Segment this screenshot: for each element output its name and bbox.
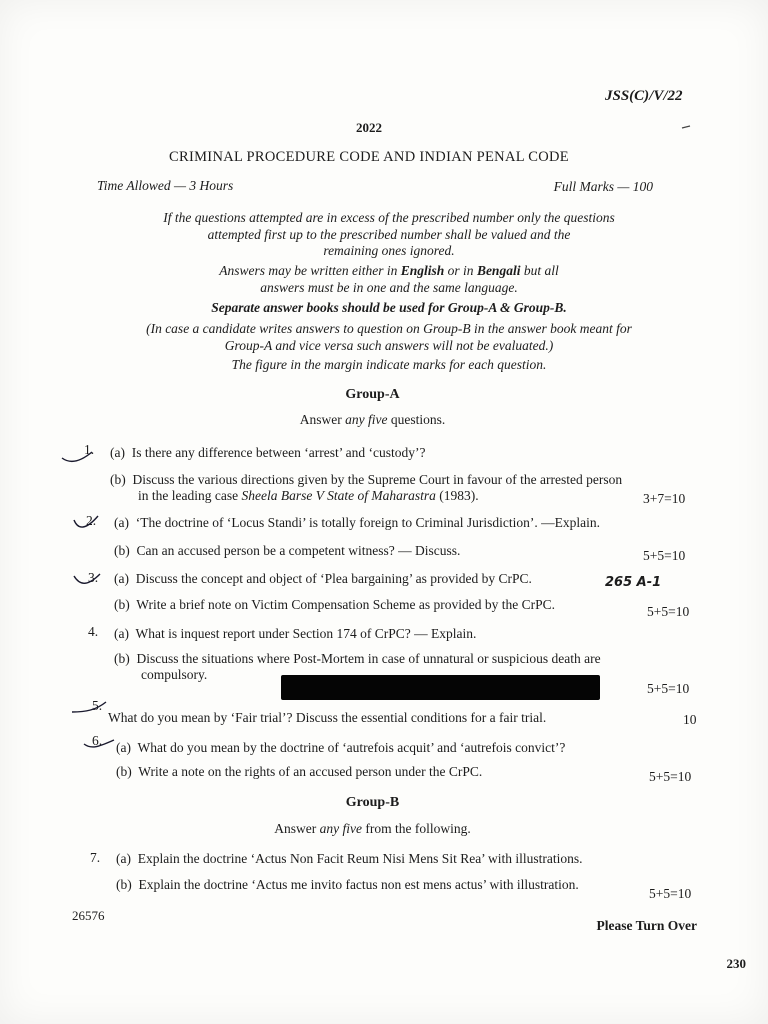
question-number: 3.: [88, 570, 99, 585]
question-5: What do you mean by ‘Fair trial’? Discuss the essential conditions for a fair trial.: [108, 710, 547, 725]
question-marks: 5+5=10: [649, 769, 692, 784]
part-label: (b): [114, 651, 130, 666]
language-english: English: [400, 263, 445, 278]
paper-title: CRIMINAL PROCEDURE CODE AND INDIAN PENAL CODE: [169, 149, 569, 165]
instruction-line: (In case a candidate writes answers to question on Group-B in the answer book meant for: [146, 321, 632, 336]
part-text: in the leading case: [138, 488, 242, 503]
group-b-heading: Group-B: [345, 795, 400, 810]
question-number: 5.: [92, 698, 103, 713]
part-text: What do you mean by the doctrine of ‘autrefois acquit’ and ‘autrefois convict’?: [137, 740, 566, 755]
exam-year: 2022: [356, 120, 382, 135]
case-name: Sheela Barse V State of Maharastra: [241, 488, 436, 503]
part-text: Is there any difference between ‘arrest’ and ‘custody’?: [131, 445, 426, 460]
handwritten-tick-q2: [74, 516, 98, 527]
answer-text: questions.: [387, 412, 446, 427]
part-label: (a): [114, 626, 129, 641]
part-text: Write a brief note on Victim Compensation Scheme as provided by the CrPC.: [136, 597, 555, 612]
question-number: 1.: [84, 442, 95, 457]
question-marks: 5+5=10: [649, 886, 692, 901]
handwritten-tick-q6: [84, 740, 114, 747]
part-label: (a): [114, 515, 129, 530]
answer-text: Answer: [299, 412, 346, 427]
instruction-line: The figure in the margin indicate marks for each question.: [231, 357, 547, 372]
part-text: Write a note on the rights of an accused person under the CrPC.: [138, 764, 483, 779]
part-label: (b): [114, 543, 130, 558]
instruction-line: Group-A and vice versa such answers will not be evaluated.): [224, 338, 554, 353]
part-label: (b): [116, 764, 132, 779]
instruction-text: Answers may be written either in: [219, 263, 401, 278]
instruction-line: remaining ones ignored.: [323, 243, 455, 258]
part-label: (b): [116, 877, 132, 892]
part-text: What is inquest report under Section 174 of CrPC? — Explain.: [135, 626, 477, 641]
language-bengali: Bengali: [476, 263, 521, 278]
part-label: (a): [116, 851, 131, 866]
question-marks: 3+7=10: [643, 491, 686, 506]
question-number: 2.: [86, 513, 97, 528]
answer-text: Answer: [274, 821, 320, 836]
question-marks: 5+5=10: [647, 681, 690, 696]
part-text: (1983).: [435, 488, 479, 503]
part-label: (b): [114, 597, 130, 612]
question-marks: 5+5=10: [643, 548, 686, 563]
part-text: Explain the doctrine ‘Actus me invito factus non est mens actus’ with illustration.: [138, 877, 579, 892]
page-number: 230: [726, 956, 746, 971]
part-label: (b): [110, 472, 126, 487]
handwritten-tick-q5: [72, 702, 106, 712]
question-marks: 5+5=10: [647, 604, 690, 619]
question-number: 7.: [90, 850, 101, 865]
handwritten-stroke-right: [682, 126, 690, 128]
instruction-separate-books: Separate answer books should be used for Group-A & Group-B.: [211, 300, 567, 315]
handwritten-tick-q3: [74, 574, 100, 583]
answer-text: from the following.: [362, 821, 471, 836]
part-label: (a): [110, 445, 125, 460]
part-text: Discuss the concept and object of ‘Plea bargaining’ as provided by CrPC.: [135, 571, 532, 586]
question-number: 6.: [92, 733, 103, 748]
question-4b-cont: compulsory.: [141, 667, 208, 682]
handwritten-note: 265 A-1: [605, 575, 662, 590]
part-text: Discuss the various directions given by the Supreme Court in favour of the arrested person: [132, 472, 623, 487]
full-marks: Full Marks — 100: [553, 179, 653, 194]
instruction-line: answers must be in one and the same language.: [260, 280, 518, 295]
answer-emphasis: any five: [319, 821, 362, 836]
time-allowed: Time Allowed — 3 Hours: [97, 178, 234, 193]
answer-emphasis: any five: [345, 412, 388, 427]
question-marks: 10: [683, 712, 697, 727]
handwritten-tick-q1: [62, 452, 92, 461]
question-number: 4.: [88, 624, 99, 639]
part-text: Can an accused person be a competent witness? — Discuss.: [136, 543, 461, 558]
instruction-line: attempted first up to the prescribed number shall be valued and the: [207, 227, 571, 242]
paper-code: JSS(C)/V/22: [605, 88, 683, 104]
part-text: Explain the doctrine ‘Actus Non Facit Reum Nisi Mens Sit Rea’ with illustrations.: [137, 851, 583, 866]
group-a-heading: Group-A: [345, 387, 400, 402]
part-text: ‘The doctrine of ‘Locus Standi’ is totally foreign to Criminal Jurisdiction’. —Explain.: [135, 515, 601, 530]
please-turn-over: Please Turn Over: [596, 918, 697, 933]
instruction-line: If the questions attempted are in excess of the prescribed number only the questions: [163, 210, 615, 225]
part-text: Discuss the situations where Post-Mortem in case of unnatural or suspicious death are: [136, 651, 601, 666]
instruction-text: but all: [520, 263, 559, 278]
instruction-text: or in: [444, 263, 477, 278]
footer-code: 26576: [72, 908, 105, 923]
part-label: (a): [116, 740, 131, 755]
part-label: (a): [114, 571, 129, 586]
